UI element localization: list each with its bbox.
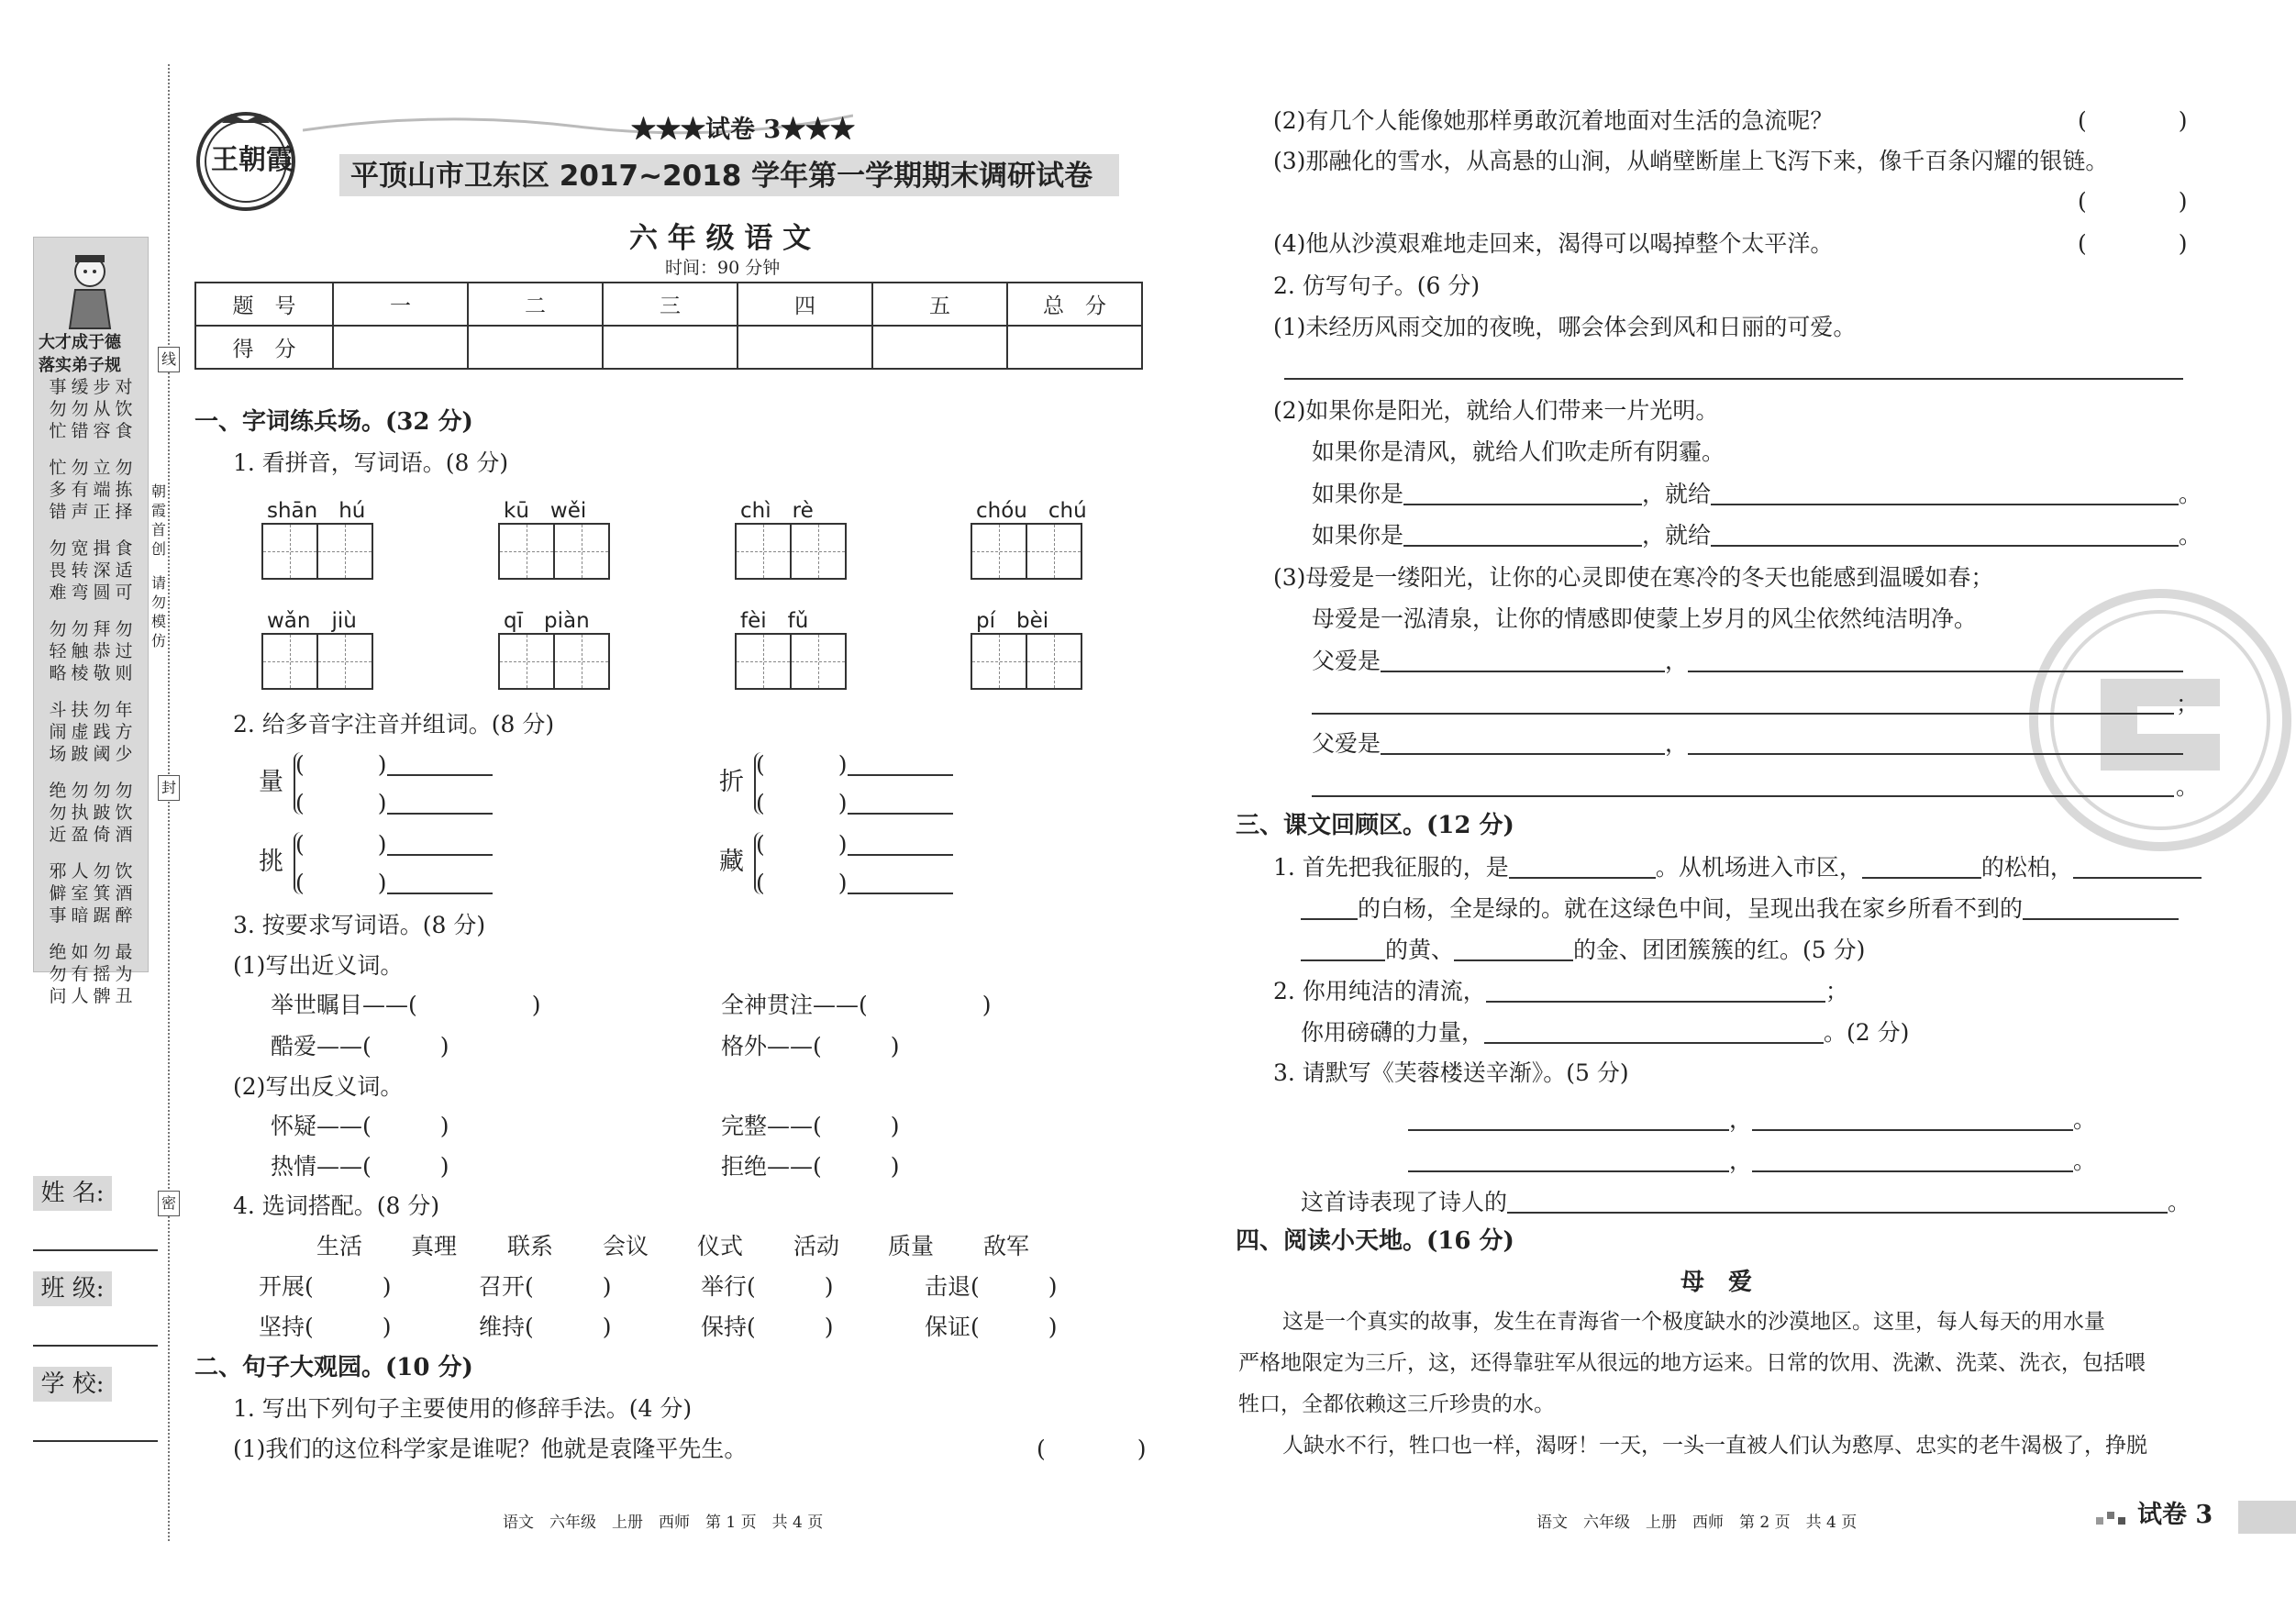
section-4-heading: 四、阅读小天地。(16 分) bbox=[1236, 1227, 1514, 1255]
s3-blank-5[interactable] bbox=[2023, 896, 2179, 920]
fuai-blank-1[interactable] bbox=[1381, 649, 1665, 672]
word-bank-item: 联系 bbox=[507, 1233, 554, 1259]
poem-column: 饮酒醉 bbox=[115, 861, 133, 926]
poly-char: 挑 bbox=[259, 848, 283, 876]
motto-1: 大才成于德 bbox=[39, 333, 121, 352]
match-item[interactable]: 保持( ) bbox=[701, 1314, 834, 1340]
article-p1c: 牲口，全都依赖这三斤珍贵的水。 bbox=[1238, 1392, 1555, 1416]
s3-q2-line1: 2. 你用纯洁的清流， ； bbox=[1273, 978, 1848, 1004]
semicolon: ； bbox=[2176, 691, 2200, 717]
poly-char: 折 bbox=[719, 768, 744, 796]
q2-prompt: 2. 给多音字注音并组词。(8 分) bbox=[233, 711, 555, 738]
char-grid[interactable] bbox=[498, 523, 610, 580]
r-q2-1-line[interactable] bbox=[1284, 378, 2183, 380]
jiugei-label: ，就给 bbox=[1642, 522, 1712, 549]
name-label: 姓 名: bbox=[33, 1176, 112, 1211]
ifyou-blank-3[interactable] bbox=[1403, 523, 1642, 547]
watermark-seal bbox=[2027, 587, 2293, 853]
score-cell[interactable] bbox=[603, 326, 738, 369]
char-cell[interactable] bbox=[790, 633, 847, 690]
poem-column: 斗闹场 bbox=[49, 700, 67, 764]
article-title: 母 爱 bbox=[1680, 1269, 1753, 1296]
poly-row[interactable]: ( ) bbox=[295, 832, 493, 856]
char-grid[interactable] bbox=[735, 523, 847, 580]
score-cell[interactable] bbox=[1007, 326, 1142, 369]
score-header-cell: 一 bbox=[333, 283, 468, 326]
article-p1b: 严格地限定为三斤，这，还得靠驻军从很远的地方运来。日常的饮用、洗漱、洗菜、洗衣，包括喂 bbox=[1238, 1351, 2146, 1375]
score-cell: 得 分 bbox=[195, 326, 333, 369]
article-p2: 人缺水不行，牲口也一样，渴呀！一天，一头一直被人们认为憨厚、忠实的老牛渴极了，挣脱 bbox=[1282, 1434, 2147, 1458]
syn-2[interactable]: 全神贯注——( ) bbox=[721, 992, 992, 1018]
score-table bbox=[194, 282, 1143, 370]
pinyin-label: fèi fǔ bbox=[740, 609, 809, 633]
poem-column: 对饮食 bbox=[115, 377, 133, 441]
poly-row[interactable]: ( ) bbox=[295, 871, 493, 894]
poem-column: 勿有声 bbox=[71, 458, 89, 522]
pinyin-label: wǎn jiù bbox=[267, 609, 357, 633]
word-bank-item: 生活 bbox=[316, 1233, 363, 1259]
score-header-cell: 四 bbox=[738, 283, 872, 326]
poem-column: 如有人 bbox=[71, 942, 89, 1006]
poem-column: 绝勿问 bbox=[49, 942, 67, 1006]
match-item[interactable]: 击退( ) bbox=[925, 1273, 1058, 1300]
fuai-line-2b[interactable] bbox=[1312, 795, 2174, 797]
r-q1-3-answer[interactable]: ( ) bbox=[2078, 188, 2188, 215]
char-cell[interactable] bbox=[971, 523, 1027, 580]
poly-row[interactable]: ( ) bbox=[756, 832, 953, 856]
r-q2-1: (1)未经历风雨交加的夜晚，哪会体会到风和日丽的可爱。 bbox=[1273, 314, 1857, 340]
word-bank-item: 活动 bbox=[793, 1233, 840, 1259]
poem-column: 食适可 bbox=[115, 538, 133, 603]
s3-q1-line1: 1. 首先把我征服的，是 。从机场进入市区， 的松柏， bbox=[1273, 855, 2202, 879]
word-bank-item: 仪式 bbox=[697, 1233, 744, 1259]
char-grid[interactable] bbox=[261, 633, 373, 690]
poem-column: 勿拣择 bbox=[115, 458, 133, 522]
char-cell[interactable] bbox=[1026, 523, 1082, 580]
note-column: 朝霞首创 bbox=[150, 482, 166, 558]
q3-2-prompt: (2)写出反义词。 bbox=[233, 1073, 404, 1100]
name-field[interactable] bbox=[33, 1249, 158, 1251]
time-label: 时间：90 分钟 bbox=[665, 258, 781, 278]
fuai-label: 父爱是 bbox=[1312, 730, 1381, 757]
period: 。 bbox=[2179, 481, 2202, 507]
feeling-blank[interactable] bbox=[1507, 1190, 2168, 1214]
r-q1-2-answer[interactable]: ( ) bbox=[2078, 107, 2188, 134]
pinyin-label: shān hú bbox=[267, 499, 366, 523]
poly-row[interactable]: ( ) bbox=[756, 752, 953, 776]
section-3-heading: 三、课文回顾区。(12 分) bbox=[1236, 812, 1514, 839]
poly-char: 量 bbox=[259, 768, 283, 796]
comma: ， bbox=[1665, 730, 1689, 757]
exam-title: 平顶山市卫东区 2017~2018 学年第一学期期末调研试卷 bbox=[350, 160, 1093, 193]
s3-blank-4[interactable] bbox=[1301, 896, 1358, 920]
score-header-cell: 题 号 bbox=[195, 283, 333, 326]
s3-blank-7[interactable] bbox=[1454, 937, 1573, 961]
comma: ， bbox=[1665, 648, 1689, 674]
score-header-cell: 二 bbox=[468, 283, 603, 326]
char-cell[interactable] bbox=[498, 633, 555, 690]
fuai-line-1b[interactable] bbox=[1312, 713, 2174, 715]
poem-column: 绝勿近 bbox=[49, 781, 67, 845]
poem-column: 最为丑 bbox=[115, 942, 133, 1006]
poem-column: 事勿忙 bbox=[49, 377, 67, 441]
r-q2-prompt: 2. 仿写句子。(6 分) bbox=[1273, 272, 1481, 299]
char-cell[interactable] bbox=[971, 633, 1027, 690]
r-q1-3: (3)那融化的雪水，从高悬的山涧，从峭壁断崖上飞泻下来，像千百条闪耀的银链。 bbox=[1273, 148, 2109, 174]
poly-row[interactable]: ( ) bbox=[295, 791, 493, 815]
jiugei-label: ，就给 bbox=[1642, 481, 1712, 507]
s3-q2-blank-2[interactable] bbox=[1484, 1020, 1824, 1044]
score-cell[interactable] bbox=[738, 326, 872, 369]
subject-title: 六 年 级 语 文 bbox=[629, 222, 812, 255]
fuai-line-2 bbox=[1312, 731, 2183, 755]
char-cell[interactable] bbox=[316, 633, 373, 690]
poem-column: 宽转弯 bbox=[71, 538, 89, 603]
score-header-cell: 总 分 bbox=[1007, 283, 1142, 326]
word-bank-item: 敌军 bbox=[983, 1233, 1030, 1259]
score-value-row bbox=[195, 326, 1142, 369]
char-grid[interactable] bbox=[971, 523, 1082, 580]
poem-column: 步从容 bbox=[93, 377, 111, 441]
poem-column: 勿践阈 bbox=[93, 700, 111, 764]
char-cell[interactable] bbox=[498, 523, 555, 580]
match-item[interactable]: 坚持( ) bbox=[259, 1314, 392, 1340]
syn-1[interactable]: 举世瞩目——( ) bbox=[271, 992, 541, 1018]
section-2-heading: 二、句子大观园。(10 分) bbox=[194, 1354, 473, 1381]
poem-column: 勿箕踞 bbox=[93, 861, 111, 926]
exam-badge: ★★★试卷 3★★★ bbox=[631, 116, 856, 144]
ant-1[interactable]: 怀疑——( ) bbox=[271, 1113, 449, 1139]
article-p1: 这是一个真实的故事，发生在青海省一个极度缺水的沙漠地区。这里，每人每天的用水量 bbox=[1282, 1310, 2105, 1334]
match-item[interactable]: 举行( ) bbox=[701, 1273, 834, 1300]
poem-column: 勿触棱 bbox=[71, 619, 89, 683]
scholar-icon bbox=[57, 248, 123, 330]
ifyou-line-2 bbox=[1312, 523, 2202, 547]
s3-blank-1[interactable] bbox=[1509, 855, 1656, 879]
q4-prompt: 4. 选词搭配。(8 分) bbox=[233, 1192, 440, 1219]
q1-prompt: 1. 看拼音，写词语。(8 分) bbox=[233, 449, 509, 476]
poem-line-2: ， 。 bbox=[1408, 1148, 2096, 1172]
s3-q3-feeling: 这首诗表现了诗人的 。 bbox=[1301, 1189, 2191, 1215]
poem-column: 勿执盈 bbox=[71, 781, 89, 845]
char-grid[interactable] bbox=[735, 633, 847, 690]
s2-q1-1: (1)我们的这位科学家是谁呢？他就是袁隆平先生。 bbox=[233, 1436, 748, 1462]
poem-column: 揖深圆 bbox=[93, 538, 111, 603]
corner-dots bbox=[2096, 1506, 2133, 1528]
class-label: 班 级: bbox=[33, 1271, 112, 1306]
school-field[interactable] bbox=[33, 1440, 158, 1442]
ifyou-line-1 bbox=[1312, 482, 2202, 505]
binding-dotted-line bbox=[168, 64, 170, 1541]
r-q2-3b: 母爱是一泓清泉，让你的情感即使蒙上岁月的风尘依然纯洁明净。 bbox=[1312, 605, 1978, 632]
pinyin-label: pí bèi bbox=[976, 609, 1049, 633]
seal-label-secret: 密 bbox=[158, 1191, 180, 1216]
char-cell[interactable] bbox=[316, 523, 373, 580]
r-q1-4-answer[interactable]: ( ) bbox=[2078, 230, 2188, 257]
poem-column: 年方少 bbox=[115, 700, 133, 764]
pinyin-label: qī piàn bbox=[504, 609, 590, 633]
poem-column: 人室暗 bbox=[71, 861, 89, 926]
match-item[interactable]: 开展( ) bbox=[259, 1273, 392, 1300]
poem-column: 勿过则 bbox=[115, 619, 133, 683]
fuai-label: 父爱是 bbox=[1312, 648, 1381, 674]
poly-char: 藏 bbox=[719, 848, 744, 876]
corner-bar bbox=[2238, 1501, 2296, 1534]
r-q2-2b: 如果你是清风，就给人们吹走所有阴霾。 bbox=[1312, 438, 1725, 465]
seal-label-line: 线 bbox=[158, 347, 180, 372]
match-item[interactable]: 维持( ) bbox=[479, 1314, 612, 1340]
pinyin-label: chóu chú bbox=[976, 499, 1087, 523]
s3-q2-line2: 你用磅礴的力量， 。(2 分) bbox=[1301, 1019, 1910, 1046]
s3-q3-prompt: 3. 请默写《芙蓉楼送辛渐》。(5 分) bbox=[1273, 1059, 1629, 1086]
s3-q2-blank-1[interactable] bbox=[1486, 979, 1825, 1003]
logo-text: 王朝霞 bbox=[211, 144, 294, 176]
char-cell[interactable] bbox=[553, 633, 610, 690]
fuai-line-1 bbox=[1312, 649, 2183, 672]
s2-q1-prompt: 1. 写出下列句子主要使用的修辞手法。(4 分) bbox=[233, 1395, 693, 1422]
q3-prompt: 3. 按要求写词语。(8 分) bbox=[233, 912, 486, 938]
poly-row[interactable]: ( ) bbox=[756, 871, 953, 894]
poem-column: 拜恭敬 bbox=[93, 619, 111, 683]
r-q2-2: (2)如果你是阳光，就给人们带来一片光明。 bbox=[1273, 397, 1719, 424]
score-header-cell: 五 bbox=[872, 283, 1007, 326]
pinyin-label: kū wěi bbox=[504, 499, 587, 523]
fuai-blank-2[interactable] bbox=[1688, 649, 2183, 672]
score-header-cell: 三 bbox=[603, 283, 738, 326]
r-q1-4: (4)他从沙漠艰难地走回来，渴得可以喝掉整个太平洋。 bbox=[1273, 230, 1834, 257]
poem-column: 扶虚跛 bbox=[71, 700, 89, 764]
ifyou-blank-2[interactable] bbox=[1711, 482, 2179, 505]
note-column: 请勿模仿 bbox=[150, 574, 166, 649]
q3-1-prompt: (1)写出近义词。 bbox=[233, 952, 404, 979]
ifyou-blank-4[interactable] bbox=[1711, 523, 2179, 547]
char-cell[interactable] bbox=[261, 523, 318, 580]
s3-q1-line3: 的黄、 的金、团团簇簇的红。(5 分) bbox=[1301, 937, 1865, 961]
seal-label-seal: 封 bbox=[158, 775, 180, 801]
ant-2[interactable]: 完整——( ) bbox=[721, 1113, 900, 1139]
s3-blank-2[interactable] bbox=[1862, 855, 1981, 879]
fuai-blank-4[interactable] bbox=[1688, 731, 2183, 755]
poem-column: 勿畏难 bbox=[49, 538, 67, 603]
left-footer: 语文 六年级 上册 西师 第 1 页 共 4 页 bbox=[503, 1514, 824, 1532]
ifyou-blank-1[interactable] bbox=[1403, 482, 1642, 505]
match-item[interactable]: 保证( ) bbox=[925, 1314, 1058, 1340]
poly-row[interactable]: ( ) bbox=[756, 791, 953, 815]
char-cell[interactable] bbox=[790, 523, 847, 580]
poem-column: 勿摇髀 bbox=[93, 942, 111, 1006]
poem-column: 邪僻事 bbox=[49, 861, 67, 926]
period-end: 。 bbox=[2176, 773, 2200, 800]
motto-2: 落实弟子规 bbox=[39, 356, 121, 375]
char-grid[interactable] bbox=[498, 633, 610, 690]
ant-4[interactable]: 拒绝——( ) bbox=[721, 1153, 900, 1180]
syn-3[interactable]: 酷爱——( ) bbox=[271, 1033, 449, 1059]
corner-label: 试卷 3 bbox=[2137, 1501, 2213, 1529]
section-1-heading: 一、字词练兵场。(32 分) bbox=[194, 408, 473, 436]
char-grid[interactable] bbox=[261, 523, 373, 580]
fuai-blank-3[interactable] bbox=[1381, 731, 1665, 755]
poem-column: 勿饮酒 bbox=[115, 781, 133, 845]
pinyin-label: chì rè bbox=[740, 499, 814, 523]
word-bank-item: 真理 bbox=[411, 1233, 458, 1259]
s3-blank-3[interactable] bbox=[2073, 855, 2202, 879]
char-cell[interactable] bbox=[735, 633, 792, 690]
r-q1-2: (2)有几个人能像她那样勇敢沉着地面对生活的急流呢？ bbox=[1273, 107, 1834, 134]
ifyou-label: 如果你是 bbox=[1312, 481, 1404, 507]
ant-3[interactable]: 热情——( ) bbox=[271, 1153, 449, 1180]
char-cell[interactable] bbox=[261, 633, 318, 690]
poem-column: 勿跛倚 bbox=[93, 781, 111, 845]
poly-row[interactable]: ( ) bbox=[295, 752, 493, 776]
word-bank-item: 会议 bbox=[603, 1233, 649, 1259]
period: 。 bbox=[2179, 522, 2202, 549]
char-cell[interactable] bbox=[735, 523, 792, 580]
score-cell[interactable] bbox=[333, 326, 468, 369]
class-field[interactable] bbox=[33, 1345, 158, 1347]
right-footer: 语文 六年级 上册 西师 第 2 页 共 4 页 bbox=[1536, 1514, 1858, 1532]
ifyou-label: 如果你是 bbox=[1312, 522, 1404, 549]
school-label: 学 校: bbox=[33, 1367, 112, 1402]
char-cell[interactable] bbox=[1026, 633, 1082, 690]
poem-column: 缓勿错 bbox=[71, 377, 89, 441]
s2-q1-1-answer[interactable]: ( ) bbox=[1037, 1436, 1147, 1462]
poem-column: 立端正 bbox=[93, 458, 111, 522]
poem-column: 忙多错 bbox=[49, 458, 67, 522]
poem-line-1: ， 。 bbox=[1408, 1107, 2096, 1131]
s3-blank-6[interactable] bbox=[1301, 937, 1385, 961]
score-cell[interactable] bbox=[872, 326, 1007, 369]
poem-column: 勿轻略 bbox=[49, 619, 67, 683]
word-bank-item: 质量 bbox=[888, 1233, 935, 1259]
match-item[interactable]: 召开( ) bbox=[479, 1273, 612, 1300]
s3-q1-line2: 的白杨，全是绿的。就在这绿色中间，呈现出我在家乡所看不到的 bbox=[1301, 896, 2179, 920]
r-q2-3: (3)母爱是一缕阳光，让你的心灵即使在寒冷的冬天也能感到温暖如春； bbox=[1273, 564, 1994, 591]
score-header-row bbox=[195, 283, 1142, 326]
score-cell[interactable] bbox=[468, 326, 603, 369]
char-grid[interactable] bbox=[971, 633, 1082, 690]
syn-4[interactable]: 格外——( ) bbox=[721, 1033, 900, 1059]
char-cell[interactable] bbox=[553, 523, 610, 580]
